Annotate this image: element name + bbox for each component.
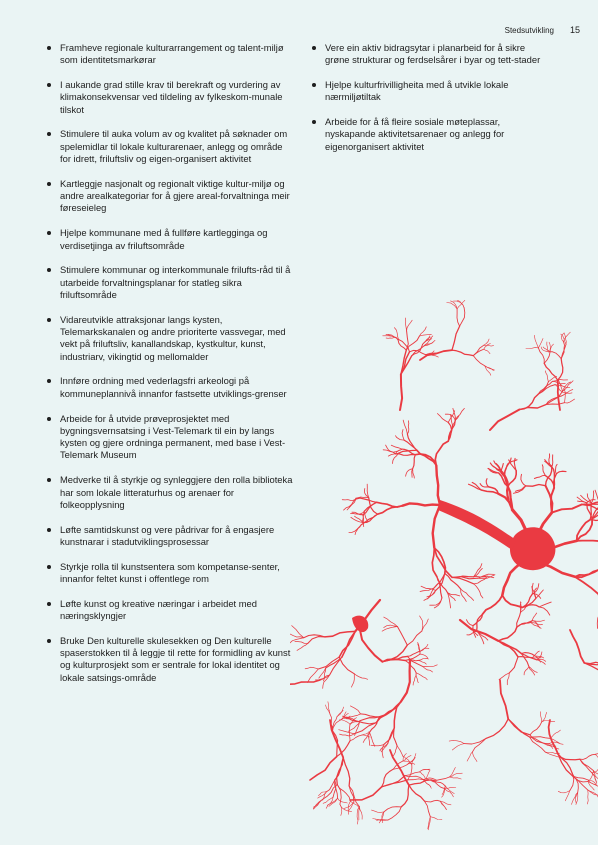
page-header: [505, 25, 580, 35]
list-item: Vere ein aktiv bidragsytar i planarbeid for å sikre grøne strukturar og ferdselsårer i byar og tett-stader: [312, 42, 548, 67]
page-number: 15: [569, 25, 580, 35]
list-item: Styrkje rolla til kunstsentera som kompetanse-senter, innanfor feltet kunst i offentlege rom: [47, 561, 293, 586]
list-item: Innføre ordning med vederlagsfri arkeologi på kommuneplannivå innanfor fastsette utviklings-grenser: [47, 375, 293, 400]
list-item: Stimulere til auka volum av og kvalitet på søknader om spelemidlar til lokale kulturarenaer, anlegg og område for idrett, friluftsliv og eigen-organisert aktivitet: [47, 128, 293, 165]
right-bullet-list: [312, 42, 548, 166]
list-item: Hjelpe kommunane med å fullføre kartlegginga og verdisetjinga av friluftsområde: [47, 227, 293, 252]
section-title: Stedsutvikling: [504, 26, 554, 35]
list-item: I aukande grad stille krav til berekraft og vurdering av klimakonsekvensar ved tildeling av fylkeskom-munale tilskot: [47, 79, 293, 116]
list-item: Kartleggje nasjonalt og regionalt viktige kultur-miljø og andre arealkategoriar for å gjere areal-forvaltninga meir føreseieleg: [47, 178, 293, 215]
list-item: Vidareutvikle attraksjonar langs kysten, Telemarkskanalen og andre prioriterte vassvegar, med vekt på friluftsliv, kanallandskap, kystkultur, kunst, industriarv, vikingtid og mellomalder: [47, 314, 293, 363]
list-item: Stimulere kommunar og interkommunale frilufts-råd til å utarbeide forvaltningsplanar for statleg sikra friluftsområde: [47, 264, 293, 301]
left-bullet-list: [47, 42, 293, 697]
list-item: Løfte kunst og kreative næringar i arbeidet med næringsklyngjer: [47, 598, 293, 623]
list-item: Medverke til å styrkje og synleggjere den rolla biblioteka har som lokale litteraturhus og arenaer for folkeopplysning: [47, 474, 293, 511]
list-item: Løfte samtidskunst og vere pådrivar for å engasjere kunstnarar i stadutviklingsprosessar: [47, 524, 293, 549]
list-item: Arbeide for å utvide prøveprosjektet med bygningsvernsatsing i Vest-Telemark til ein by langs kysten og gjere ordninga permanent, med base i Vest-Telemark Museum: [47, 413, 293, 462]
river-network-illustration: [290, 300, 598, 845]
list-item: Framheve regionale kulturarrangement og talent-miljø som identitetsmarkørar: [47, 42, 293, 67]
list-item: Arbeide for å få fleire sosiale møteplassar, nyskapande aktivitetsarenaer og anlegg for eigenorganisert aktivitet: [312, 116, 548, 153]
list-item: Hjelpe kulturfrivilligheita med å utvikle lokale nærmiljøtiltak: [312, 79, 548, 104]
list-item: Bruke Den kulturelle skulesekken og Den kulturelle spaserstokken til å leggje til rette for formidling av kunst og kulturprosjekt som er sentrale for lokal identitet og lokale satsings-område: [47, 635, 293, 684]
